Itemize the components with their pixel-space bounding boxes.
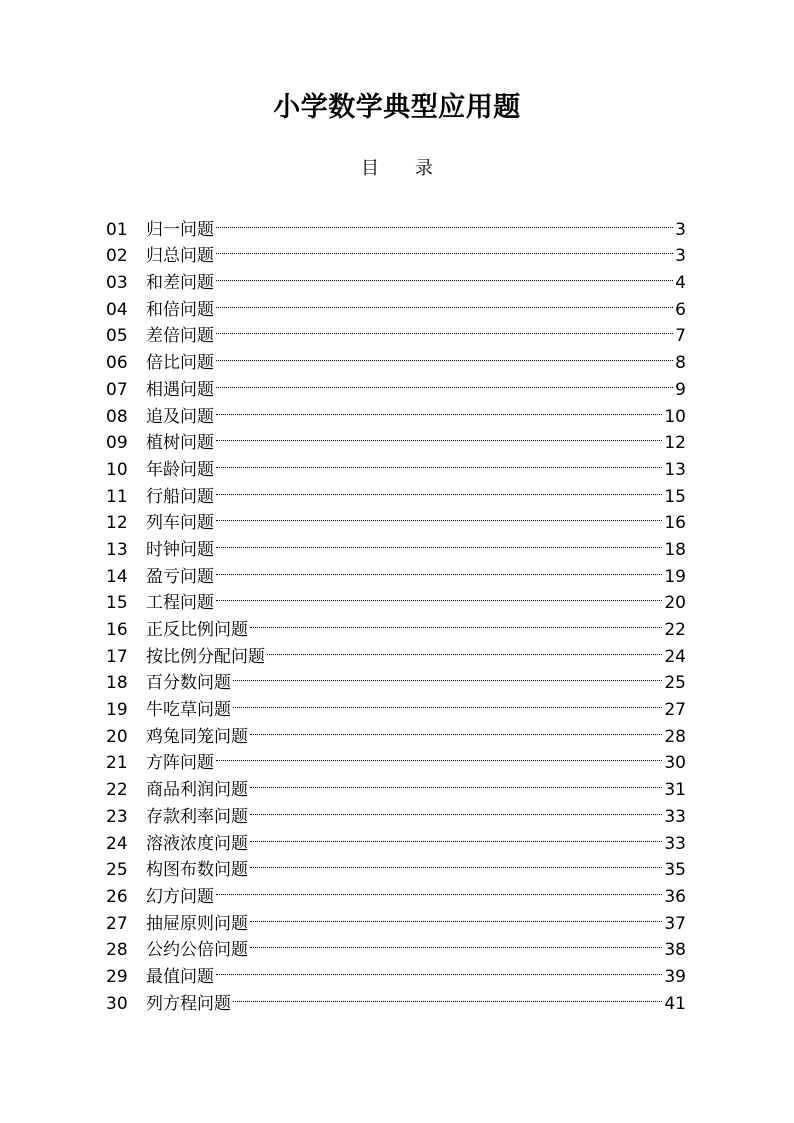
toc-entry-page: 4 xyxy=(675,273,686,294)
toc-entry-title: 列车问题 xyxy=(146,513,214,534)
toc-heading-left: 目 xyxy=(361,158,379,179)
toc-entry-title: 植树问题 xyxy=(146,433,214,454)
toc-entry-page: 41 xyxy=(664,993,686,1014)
toc-entry-number: 08 xyxy=(106,406,128,427)
toc-entry-number: 23 xyxy=(106,806,128,827)
toc-entry-page: 3 xyxy=(675,219,686,240)
toc-entry-number: 21 xyxy=(106,753,128,774)
toc-entry-number: 28 xyxy=(106,940,128,961)
toc-entry-title: 相遇问题 xyxy=(146,379,214,400)
toc-entry-page: 22 xyxy=(664,620,686,640)
toc-entry-page: 6 xyxy=(675,299,686,320)
toc-dot-leader xyxy=(250,822,664,849)
toc-entry-page: 39 xyxy=(664,966,686,987)
toc-heading-right: 录 xyxy=(415,158,433,179)
toc-entry-page: 18 xyxy=(664,539,686,560)
toc-dot-leader xyxy=(216,368,675,395)
toc-entry-title: 追及问题 xyxy=(146,406,214,427)
toc-dot-leader xyxy=(233,688,664,715)
toc-entry-title: 构图布数问题 xyxy=(146,860,248,881)
toc-entry-title: 溶液浓度问题 xyxy=(146,833,248,854)
toc-entry-title: 正反比例问题 xyxy=(146,620,248,640)
toc-heading xyxy=(0,156,794,182)
toc-entry-number: 12 xyxy=(106,513,128,534)
toc-entry-number: 11 xyxy=(106,486,128,507)
toc-dot-leader xyxy=(233,982,664,1009)
toc-entry-page: 28 xyxy=(664,726,686,747)
toc-entry-title: 时钟问题 xyxy=(146,539,214,560)
toc-entry-title: 倍比问题 xyxy=(146,353,214,374)
toc-entry-title: 行船问题 xyxy=(146,486,214,507)
toc-entry-number: 03 xyxy=(106,273,128,294)
toc-entry-page: 36 xyxy=(664,886,686,907)
toc-entry-title: 公约公倍问题 xyxy=(146,940,248,961)
toc-entry-page: 38 xyxy=(664,940,686,961)
toc-dot-leader xyxy=(250,929,664,956)
toc-dot-leader xyxy=(216,528,664,555)
toc-entry-number: 29 xyxy=(106,966,128,987)
toc-dot-leader xyxy=(216,955,664,982)
toc-dot-leader xyxy=(216,582,664,609)
toc-dot-leader xyxy=(216,261,675,288)
toc-entry-page: 12 xyxy=(664,433,686,454)
toc-entry-title: 和差问题 xyxy=(146,273,214,294)
toc-dot-leader xyxy=(216,502,664,529)
toc-entry-number: 05 xyxy=(106,326,128,347)
toc-dot-leader xyxy=(216,422,664,449)
toc-entry-number: 07 xyxy=(106,379,128,400)
toc-entry-page: 31 xyxy=(664,780,686,801)
toc-entry-number: 30 xyxy=(106,993,128,1014)
toc-entry-title: 按比例分配问题 xyxy=(146,646,265,667)
toc-entry-number: 04 xyxy=(106,299,128,320)
toc-dot-leader xyxy=(216,448,664,475)
toc-entry-page: 24 xyxy=(664,646,686,667)
toc-dot-leader xyxy=(216,208,675,235)
toc-entry-number: 17 xyxy=(106,646,128,667)
toc-dot-leader xyxy=(216,341,675,368)
toc-entry-number: 27 xyxy=(106,913,128,934)
toc-entry-page: 27 xyxy=(664,700,686,721)
toc-dot-leader xyxy=(216,315,675,342)
document-title: 小学数学典型应用题 xyxy=(273,92,521,123)
toc-entry-number: 06 xyxy=(106,353,128,374)
toc-entry-title: 抽屉原则问题 xyxy=(146,913,248,934)
toc-dot-leader xyxy=(216,235,675,262)
toc-entry-page: 19 xyxy=(664,566,686,587)
toc-entry-page: 15 xyxy=(664,486,686,507)
toc-entry-title: 最值问题 xyxy=(146,966,214,987)
toc-dot-leader xyxy=(267,635,664,662)
toc-entry-number: 18 xyxy=(106,673,128,694)
toc-entry-title: 列方程问题 xyxy=(146,993,231,1014)
toc-entry-page: 33 xyxy=(664,833,686,854)
toc-entry-title: 幻方问题 xyxy=(146,886,214,907)
toc-entry-number: 22 xyxy=(106,780,128,801)
toc-dot-leader xyxy=(233,662,664,689)
toc-entry-title: 工程问题 xyxy=(146,593,214,614)
toc-entry-title: 牛吃草问题 xyxy=(146,700,231,721)
toc-entry-title: 鸡兔同笼问题 xyxy=(146,726,248,747)
toc-dot-leader xyxy=(250,608,664,635)
toc-dot-leader xyxy=(216,875,664,902)
toc-entry-page: 9 xyxy=(675,379,686,400)
toc-entry-title: 归一问题 xyxy=(146,219,214,240)
toc-entry-page: 25 xyxy=(664,673,686,694)
toc-entry-number: 10 xyxy=(106,459,128,480)
toc-entry-number: 24 xyxy=(106,833,128,854)
table-of-contents xyxy=(106,208,686,1014)
toc-dot-leader xyxy=(216,555,664,582)
toc-entry-title: 百分数问题 xyxy=(146,673,231,694)
toc-entry-title: 商品利润问题 xyxy=(146,780,248,801)
toc-entry-number: 25 xyxy=(106,860,128,881)
toc-entry-number: 01 xyxy=(106,219,128,240)
toc-entry-page: 3 xyxy=(675,246,686,267)
toc-entry-number: 16 xyxy=(106,620,128,640)
toc-entry-number: 09 xyxy=(106,433,128,454)
toc-entry-page: 10 xyxy=(664,406,686,427)
toc-entry-page: 16 xyxy=(664,513,686,534)
toc-entry-title: 方阵问题 xyxy=(146,753,214,774)
toc-dot-leader xyxy=(216,288,675,315)
toc-entry-title: 年龄问题 xyxy=(146,459,214,480)
toc-entry-number: 14 xyxy=(106,566,128,587)
toc-entry-page: 30 xyxy=(664,753,686,774)
toc-entry-page: 7 xyxy=(675,326,686,347)
toc-entry[interactable] xyxy=(106,208,686,240)
toc-dot-leader xyxy=(216,395,664,422)
toc-entry-number: 02 xyxy=(106,246,128,267)
toc-dot-leader xyxy=(250,715,664,742)
toc-entry-page: 35 xyxy=(664,860,686,881)
toc-entry-number: 20 xyxy=(106,726,128,747)
toc-entry-title: 归总问题 xyxy=(146,246,214,267)
toc-entry-page: 37 xyxy=(664,913,686,934)
toc-dot-leader xyxy=(250,849,664,876)
toc-entry-page: 33 xyxy=(664,806,686,827)
toc-entry-page: 13 xyxy=(664,459,686,480)
toc-entry-number: 13 xyxy=(106,539,128,560)
toc-entry-title: 差倍问题 xyxy=(146,326,214,347)
toc-dot-leader xyxy=(216,475,664,502)
toc-entry-number: 26 xyxy=(106,886,128,907)
toc-entry-page: 20 xyxy=(664,593,686,614)
toc-entry-number: 15 xyxy=(106,593,128,614)
toc-entry-title: 存款利率问题 xyxy=(146,806,248,827)
toc-entry-title: 盈亏问题 xyxy=(146,566,214,587)
toc-dot-leader xyxy=(216,742,664,769)
toc-entry-number: 19 xyxy=(106,700,128,721)
toc-dot-leader xyxy=(250,795,664,822)
toc-entry-title: 和倍问题 xyxy=(146,299,214,320)
toc-dot-leader xyxy=(250,902,664,929)
toc-dot-leader xyxy=(250,768,664,795)
toc-entry-page: 8 xyxy=(675,353,686,374)
